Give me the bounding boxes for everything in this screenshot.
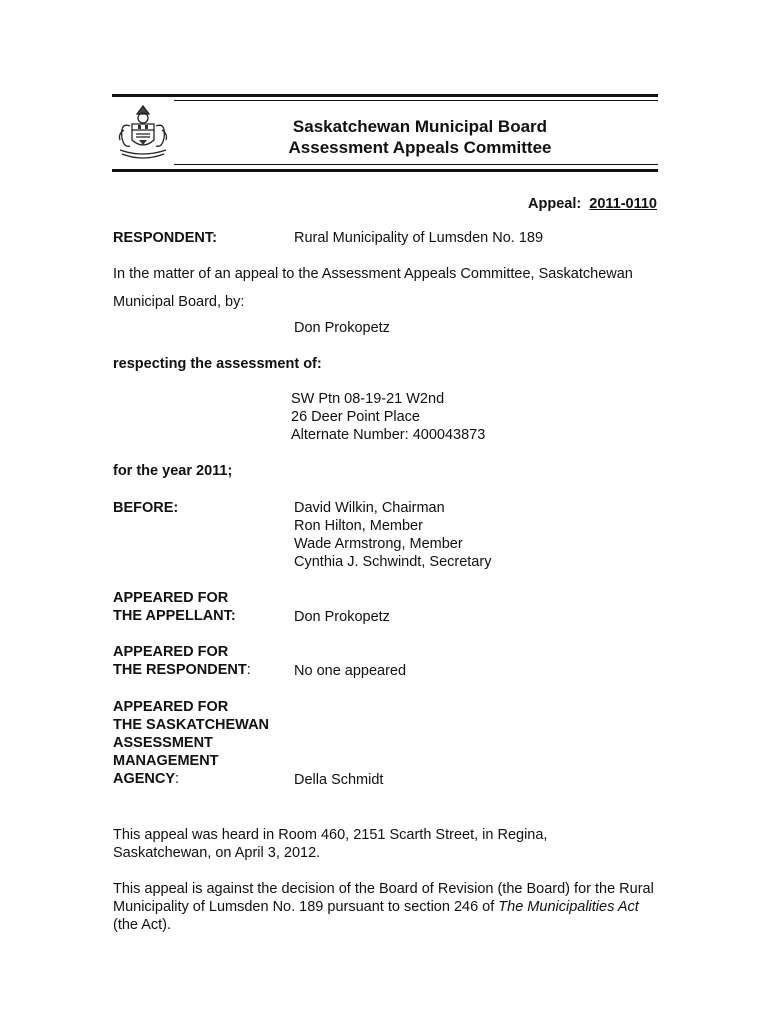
heard-line-2: Saskatchewan, on April 3, 2012.	[113, 845, 321, 861]
appeared-agency-label-5-line	[113, 770, 179, 788]
property-line-3: Alternate Number: 400043873	[291, 427, 486, 443]
appeared-respondent-label-1: APPEARED FOR	[113, 644, 229, 660]
member-3: Wade Armstrong, Member	[294, 536, 463, 552]
against-line-3: (the Act).	[113, 917, 172, 933]
respondent-value: Rural Municipality of Lumsden No. 189	[294, 230, 544, 246]
appeal-number-line	[528, 195, 657, 213]
appeared-respondent-colon: :	[246, 662, 251, 678]
before-label: BEFORE:	[113, 500, 179, 516]
appeared-appellant-label-2: THE APPELLANT:	[113, 608, 236, 624]
appeared-agency-label-1: APPEARED FOR	[113, 699, 229, 715]
appellant-name: Don Prokopetz	[294, 320, 390, 336]
act-title: The Municipalities Act	[498, 899, 639, 915]
year-label: for the year 2011;	[113, 463, 233, 479]
appeared-respondent-label-2: THE RESPONDENT	[113, 662, 247, 678]
appeared-agency-label-4: MANAGEMENT	[113, 753, 219, 769]
appeared-agency-value: Della Schmidt	[294, 772, 384, 788]
appeared-agency-label-3: ASSESSMENT	[113, 735, 213, 751]
appeared-respondent-label-2-line	[113, 661, 251, 679]
property-line-2: 26 Deer Point Place	[291, 409, 420, 425]
matter-line-1: In the matter of an appeal to the Assessment Appeals Committee, Saskatchewan	[113, 266, 633, 282]
against-line-2	[113, 898, 639, 916]
appeared-appellant-value: Don Prokopetz	[294, 609, 390, 625]
appeared-appellant-label-1: APPEARED FOR	[113, 590, 229, 606]
header-rule-top-thin	[174, 100, 658, 101]
member-4: Cynthia J. Schwindt, Secretary	[294, 554, 492, 570]
property-line-1: SW Ptn 08-19-21 W2nd	[291, 391, 445, 407]
appeared-agency-label-2: THE SASKATCHEWAN	[113, 717, 270, 733]
respondent-label: RESPONDENT:	[113, 230, 217, 246]
heard-line-1: This appeal was heard in Room 460, 2151 Scarth Street, in Regina,	[113, 827, 548, 843]
appeared-agency-label-5: AGENCY	[113, 771, 176, 787]
appeared-agency-colon: :	[175, 771, 180, 787]
appeal-label: Appeal:	[528, 196, 582, 212]
matter-line-2: Municipal Board, by:	[113, 294, 245, 310]
board-name: Saskatchewan Municipal Board	[292, 117, 548, 136]
assessment-label: respecting the assessment of:	[113, 356, 322, 372]
appeared-respondent-value: No one appeared	[294, 663, 407, 679]
member-2: Ron Hilton, Member	[294, 518, 423, 534]
member-1: David Wilkin, Chairman	[294, 500, 445, 516]
header-rule-bottom-thick	[112, 169, 658, 172]
appeal-number: 2011-0110	[589, 196, 657, 212]
header-rule-bottom-thin	[174, 164, 658, 165]
against-line-2-text: Municipality of Lumsden No. 189 pursuant to section 246 of	[113, 899, 499, 915]
committee-name: Assessment Appeals Committee	[288, 138, 552, 157]
header-rule-top-thick	[112, 94, 658, 97]
against-line-1: This appeal is against the decision of the Board of Revision (the Board) for the Rural	[113, 881, 654, 897]
coat-of-arms-icon	[112, 100, 174, 164]
